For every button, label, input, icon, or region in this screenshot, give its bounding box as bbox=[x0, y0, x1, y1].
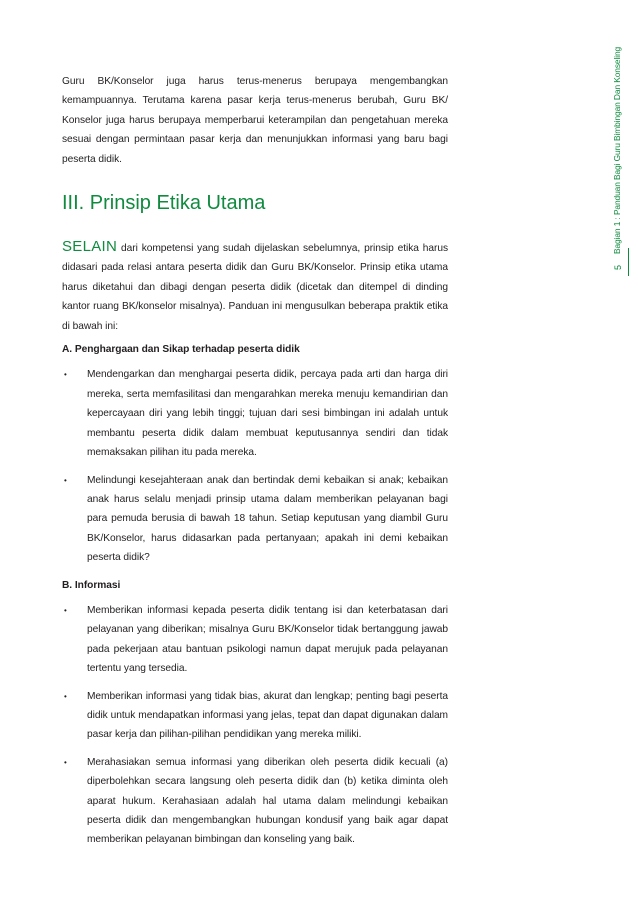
sidebar-divider bbox=[628, 248, 629, 276]
subsection-heading-b: B. Informasi bbox=[62, 579, 121, 591]
lead-word: SELAIN bbox=[62, 238, 118, 256]
page-number: 5 bbox=[613, 264, 623, 270]
list-item: • Memberikan informasi yang tidak bias, akurat dan lengkap; penting bagi peserta didik untuk mendapatkan informasi yang jelas, tepat dan dapat digunakan dalam pasar kerja dan pilihan-pilihan pendidikan yang mereka miliki. bbox=[62, 687, 448, 745]
running-title: Bagian 1 : Panduan Bagi Guru Bimbingan Dan Konseling bbox=[612, 46, 622, 254]
list-item: • Memberikan informasi kepada peserta didik tentang isi dan keterbatasan dari pelayanan yang diberikan; misalnya Guru BK/Konselor tidak bertanggung jawab pada pekerjaan atau bantuan psikologi namun dapat merujuk pada pelayanan tertentu yang tersedia. bbox=[62, 601, 448, 679]
intro-paragraph: Guru BK/Konselor juga harus terus-menerus berupaya mengembangkan kemampuannya. Terutama karena pasar kerja terus-menerus berubah, Guru BK/ Konselor juga harus berupaya memperbarui keterampilan dan pengetahuan mereka sesuai dengan permintaan pasar kerja dan menunjukkan informasi yang baru bagi peserta didik. bbox=[62, 76, 448, 165]
list-item: • Melindungi kesejahteraan anak dan bertindak demi kebaikan si anak; kebaikan anak harus selalu menjadi prinsip utama dalam memberikan pelayanan bagi para pemuda berusia di bawah 18 tahun. Setiap keputusan yang diambil Guru BK/Konselor, harus didasarkan pada pertanyaan; apakah ini demi kebaikan peserta didik? bbox=[62, 471, 448, 568]
bullet-list-a bbox=[62, 365, 448, 567]
main-content bbox=[62, 72, 448, 858]
list-item: • Merahasiakan semua informasi yang diberikan oleh peserta didik kecuali (a) diperbolehkan secara langsung oleh peserta didik dan (b) ketika diminta oleh aparat hukum. Kerahasiaan adalah hal utama dalam melindungi kebaikan peserta didik dan mengembangkan hubungan kondusif yang baik agar dapat memberikan pelayanan bimbingan dan konseling yang baik. bbox=[62, 753, 448, 850]
subsection-heading-a: A. Penghargaan dan Sikap terhadap peserta didik bbox=[62, 344, 300, 356]
bullet-list-b bbox=[62, 601, 448, 850]
lead-text: dari kompetensi yang sudah dijelaskan sebelumnya, prinsip etika harus didasari pada relasi antara peserta didik dan Guru BK/Konselor. Prinsip etika utama harus diketahui dan dibagi dengan peserta didik (dicetak dan ditempel di dinding kantor ruang BK/konselor misalnya). Panduan ini mengusulkan beberapa praktik etika di bawah ini: bbox=[62, 243, 448, 332]
section-lead-paragraph bbox=[62, 237, 448, 336]
section-title: III. Prinsip Etika Utama bbox=[62, 192, 266, 215]
list-item: • Mendengarkan dan menghargai peserta didik, percaya pada arti dan harga diri mereka, serta memfasilitasi dan mengarahkan mereka menuju kemandirian dan kepercayaan diri yang lebih tinggi; tujuan dari sesi bimbingan ini adalah untuk membantu peserta didik dalam membuat keputusannya sendiri dan tidak memaksakan pilihan itu pada mereka. bbox=[62, 365, 448, 462]
